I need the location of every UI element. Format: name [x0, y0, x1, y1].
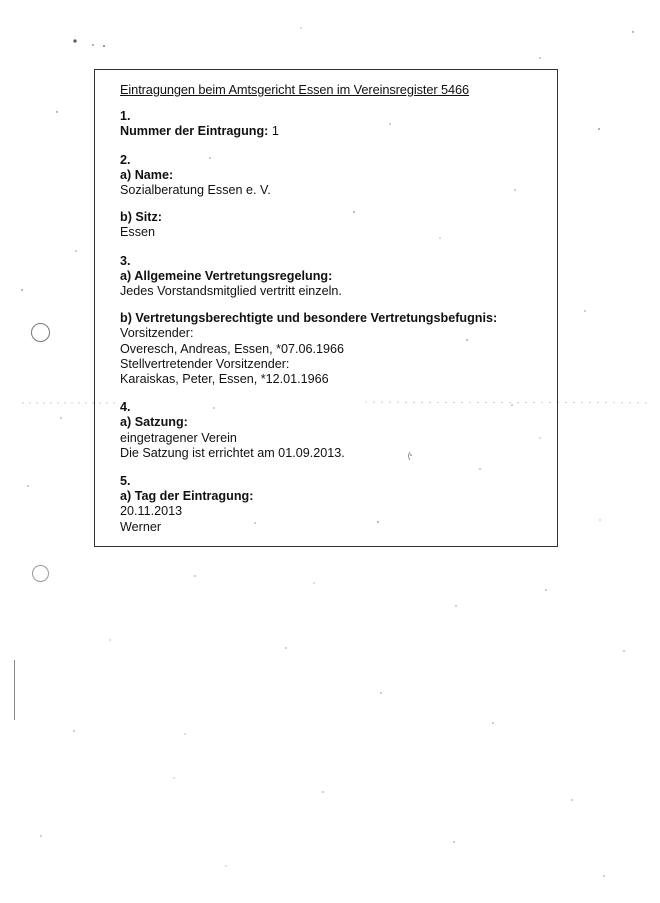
section-name-seat	[120, 153, 550, 241]
register-extract	[120, 82, 550, 548]
statute-type: eingetragener Verein	[120, 430, 237, 445]
vice-chairman-value: Karaiskas, Peter, Essen, *12.01.1966	[120, 372, 329, 387]
chairman-label: Vorsitzender:	[120, 326, 194, 341]
name-label: a) Name:	[120, 167, 174, 182]
vice-chairman-label: Stellvertretender Vorsitzender:	[120, 356, 290, 371]
spacer	[120, 198, 550, 210]
edge-mark	[14, 660, 15, 720]
section-number: 5.	[120, 474, 131, 489]
registration-date-label: a) Tag der Eintragung:	[120, 489, 254, 504]
document-title: Eintragungen beim Amtsgericht Essen im Vereinsregister 5466	[120, 82, 470, 97]
registration-date-value: 20.11.2013	[120, 504, 183, 519]
punch-hole-bottom	[32, 565, 49, 582]
section-number: 3.	[120, 253, 131, 268]
spacer	[120, 299, 550, 311]
punch-hole-top	[31, 323, 50, 342]
chairman-value: Overesch, Andreas, Essen, *07.06.1966	[120, 341, 345, 356]
section-statute	[120, 400, 550, 461]
statute-label: a) Satzung:	[120, 415, 188, 430]
statute-date: Die Satzung ist errichtet am 01.09.2013.	[120, 445, 345, 460]
entry-number-line	[120, 124, 550, 139]
authorized-representatives-label: b) Vertretungsberechtigte und besondere Vertretungsbefugnis:	[120, 311, 498, 326]
entry-number-label: Nummer der Eintragung:	[120, 124, 269, 139]
general-representation-label: a) Allgemeine Vertretungsregelung:	[120, 268, 333, 283]
seat-value: Essen	[120, 225, 156, 240]
section-number: 4.	[120, 400, 131, 415]
section-number: 1.	[120, 109, 131, 124]
general-representation-value: Jedes Vorstandsmitglied vertritt einzeln.	[120, 284, 342, 299]
section-registration-date	[120, 474, 550, 535]
section-entry-number	[120, 109, 550, 139]
seat-label: b) Sitz:	[120, 210, 162, 225]
registrar-name: Werner	[120, 519, 162, 534]
section-representation	[120, 254, 550, 388]
name-value: Sozialberatung Essen e. V.	[120, 183, 271, 198]
entry-number-value: 1	[268, 124, 279, 139]
section-number: 2.	[120, 152, 131, 167]
